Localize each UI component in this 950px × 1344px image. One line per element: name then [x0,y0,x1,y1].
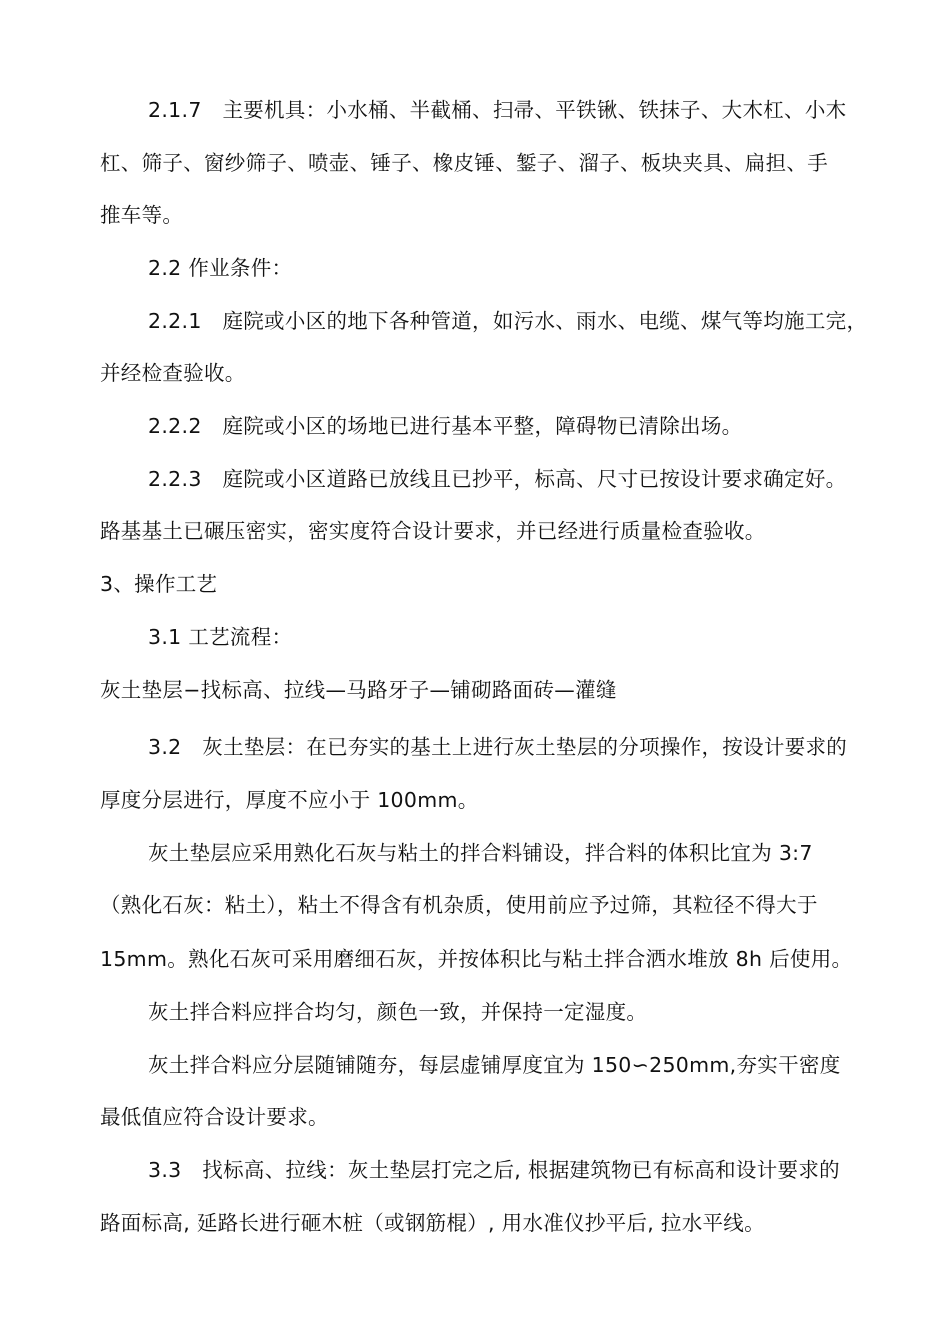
heading-3: 3、操作工艺 [100,572,218,596]
paragraph-layering-line-2: 最低值应符合设计要求。 [100,1105,329,1129]
process-flow: 灰土垫层−找标高、拉线—马路牙子—铺砌路面砖—灌缝 [100,678,617,702]
heading-2-2: 2.2 作业条件： [148,256,293,280]
paragraph-2-2-3-line-1: 2.2.3 庭院或小区道路已放线且已抄平，标高、尺寸已按设计要求确定好。 [148,467,847,491]
paragraph-3-2-line-1: 3.2 灰土垫层：在已夯实的基土上进行灰土垫层的分项操作，按设计要求的 [148,735,848,759]
paragraph-layering-line-1: 灰土拌合料应分层随铺随夯，每层虚铺厚度宜为 150∽250mm,夯实干密度 [148,1053,841,1077]
paragraph-2-2-3-line-2: 路基基土已碾压密实，密实度符合设计要求，并已经进行质量检查验收。 [100,519,766,543]
paragraph-2-1-7-line-2: 杠、筛子、窗纱筛子、喷壶、锤子、橡皮锤、錾子、溜子、板块夹具、扁担、手 [100,151,828,175]
paragraph-2-1-7-line-3: 推车等。 [100,203,184,227]
paragraph-3-2-line-2: 厚度分层进行，厚度不应小于 100mm。 [100,788,479,812]
paragraph-2-2-1-line-1: 2.2.1 庭院或小区的地下各种管道，如污水、雨水、电缆、煤气等均施工完， [148,309,868,333]
heading-3-1: 3.1 工艺流程： [148,625,293,649]
paragraph-mixing: 灰土拌合料应拌合均匀，颜色一致，并保持一定湿度。 [148,1000,648,1024]
paragraph-2-2-2: 2.2.2 庭院或小区的场地已进行基本平整，障碍物已清除出场。 [148,414,743,438]
paragraph-lime-line-1: 灰土垫层应采用熟化石灰与粘土的拌合料铺设，拌合料的体积比宜为 3:7 [148,841,813,865]
paragraph-lime-line-2: （熟化石灰：粘土），粘土不得含有机杂质，使用前应予过筛，其粒径不得大于 [100,893,818,917]
paragraph-3-3-line-2: 路面标高, 延路长进行砸木桩（或钢筋棍）, 用水准仪抄平后, 拉水平线。 [100,1211,765,1235]
paragraph-3-3-line-1: 3.3 找标高、拉线：灰土垫层打完之后, 根据建筑物已有标高和设计要求的 [148,1158,840,1182]
paragraph-lime-line-3: 15mm。熟化石灰可采用磨细石灰，并按体积比与粘土拌合洒水堆放 8h 后使用。 [100,947,853,971]
paragraph-2-2-1-line-2: 并经检查验收。 [100,361,246,385]
paragraph-2-1-7-line-1: 2.1.7 主要机具：小水桶、半截桶、扫帚、平铁锹、铁抹子、大木杠、小木 [148,98,847,122]
